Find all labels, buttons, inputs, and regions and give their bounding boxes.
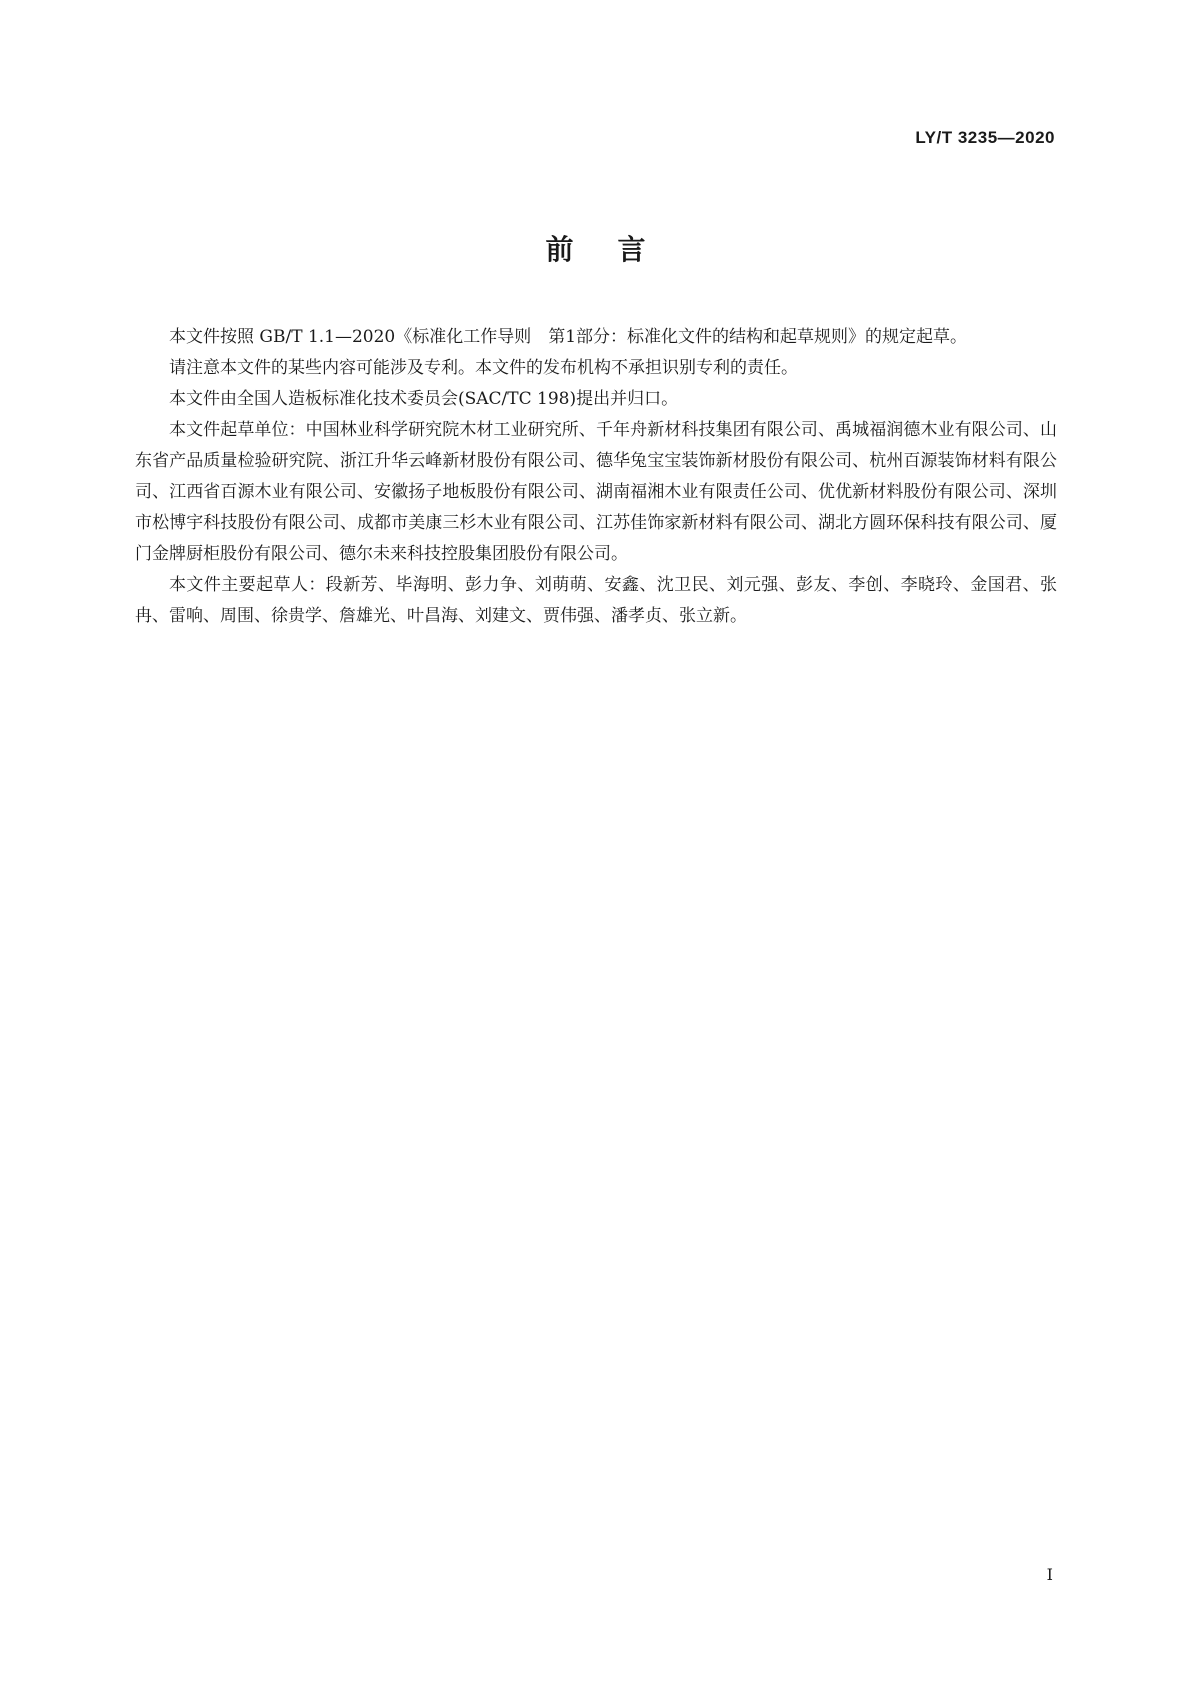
paragraph-main-drafters: 本文件主要起草人：段新芳、毕海明、彭力争、刘萌萌、安鑫、沈卫民、刘元强、彭友、李创、李晓玲、金国君、张冉、雷响、周围、徐贵学、詹雄光、叶昌海、刘建文、贾伟强、潘孝贞、张立新。 bbox=[135, 575, 1057, 626]
paragraph-drafting-rules: 本文件按照 GB/T 1.1—2020《标准化工作导则 第1部分：标准化文件的结构和起草规则》的规定起草。 bbox=[169, 327, 968, 347]
page-number: I bbox=[1046, 1565, 1053, 1584]
paragraph-proposer: 本文件由全国人造板标准化技术委员会(SAC/TC 198)提出并归口。 bbox=[169, 389, 679, 409]
page-title: 前言 bbox=[545, 233, 690, 266]
standard-code: LY/T 3235—2020 bbox=[915, 128, 1055, 147]
paragraph-patent-notice: 请注意本文件的某些内容可能涉及专利。本文件的发布机构不承担识别专利的责任。 bbox=[169, 358, 798, 378]
foreword-body bbox=[135, 322, 1057, 632]
paragraph-drafting-units: 本文件起草单位：中国林业科学研究院木材工业研究所、千年舟新材科技集团有限公司、禹城福润德木业有限公司、山东省产品质量检验研究院、浙江升华云峰新材股份有限公司、德华兔宝宝装饰新材股份有限公司、杭州百源装饰材料有限公司、江西省百源木业有限公司、安徽扬子地板股份有限公司、湖南福湘木业有限责任公司、优优新材料股份有限公司、深圳市松博宇科技股份有限公司、成都市美康三杉木业有限公司、江苏佳饰家新材料有限公司、湖北方圆环保科技有限公司、厦门金牌厨柜股份有限公司、德尔未来科技控股集团股份有限公司。 bbox=[135, 420, 1057, 564]
